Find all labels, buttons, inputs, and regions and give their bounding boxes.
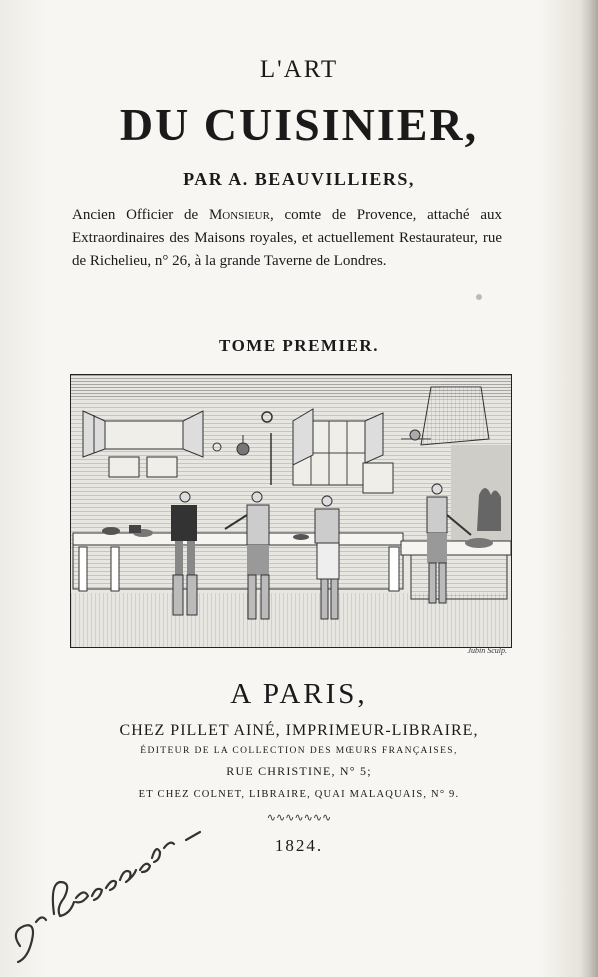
author-description	[72, 204, 502, 273]
imprint-editor-line: ÉDITEUR DE LA COLLECTION DES MŒURS FRANÇAISES,	[140, 746, 458, 756]
paper-spot	[476, 294, 482, 300]
imprint-ornament: ∿∿∿∿∿∿∿	[266, 812, 332, 824]
volume-label: TOME PREMIER.	[219, 336, 379, 355]
description-pre: Ancien Officier de	[72, 207, 209, 223]
description-post: , comte de Provence, attaché aux Extraordinaires des Maisons royales, et actuellement Restaurateur, rue de Richelieu, n° 26, à la grande Taverne de Londres.	[72, 207, 502, 269]
author-line: PAR A. BEAUVILLIERS,	[183, 169, 415, 189]
kitchen-engraving	[70, 374, 512, 648]
title-line-2: DU CUISINIER,	[119, 99, 479, 150]
description-monsieur: Monsieur	[208, 207, 270, 223]
title-line-1: L'ART	[259, 56, 339, 83]
imprint-year: 1824.	[274, 836, 324, 855]
imprint-address: RUE CHRISTINE, N° 5;	[226, 764, 372, 778]
handwritten-signature	[2, 818, 212, 968]
imprint-co-publisher: ET CHEZ COLNET, LIBRAIRE, QUAI MALAQUAIS, N° 9.	[138, 789, 460, 800]
engraver-credit: Jubin Sculp.	[467, 646, 507, 655]
imprint-city: A PARIS,	[230, 678, 368, 710]
kitchen-scene-illustration	[71, 375, 511, 647]
imprint-publisher: CHEZ PILLET AINÉ, IMPRIMEUR-LIBRAIRE,	[119, 722, 479, 739]
